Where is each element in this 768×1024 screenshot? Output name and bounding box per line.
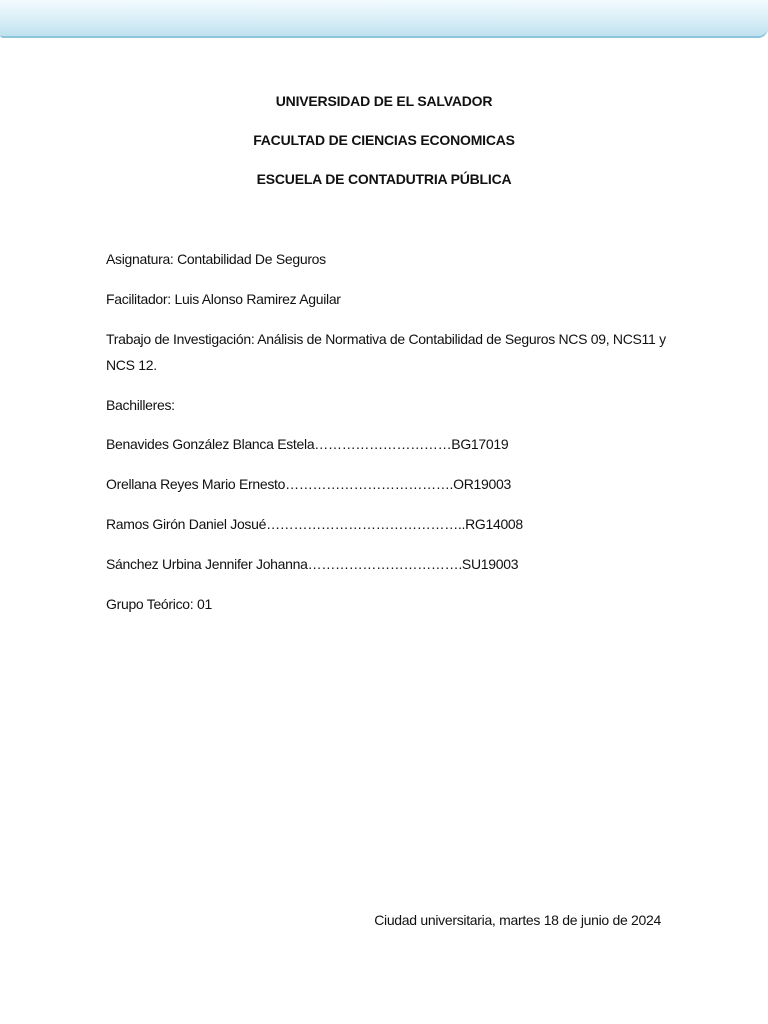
- students-label: Bachilleres:: [106, 397, 175, 413]
- place-date-line: Ciudad universitaria, martes 18 de junio de 2024: [374, 912, 661, 928]
- facilitator-line: Facilitador: Luis Alonso Ramirez Aguilar: [106, 291, 341, 307]
- student-line: Ramos Girón Daniel Josué……………………………………..RG14008: [106, 516, 523, 532]
- header-band: [0, 0, 768, 38]
- school-title: ESCUELA DE CONTADUTRIA PÚBLICA: [256, 171, 512, 187]
- student-line: Benavides González Blanca Estela…………………………BG17019: [106, 436, 509, 452]
- subject-line: Asignatura: Contabilidad De Seguros: [106, 251, 326, 267]
- group-line: Grupo Teórico: 01: [106, 596, 212, 612]
- faculty-title: FACULTAD DE CIENCIAS ECONOMICAS: [253, 132, 515, 148]
- university-title: UNIVERSIDAD DE EL SALVADOR: [275, 93, 493, 109]
- student-line: Orellana Reyes Mario Ernesto……………………………….OR19003: [106, 476, 511, 492]
- work-title-line: Trabajo de Investigación: Análisis de Normativa de Contabilidad de Seguros NCS 09, NCS11 y NCS 12.: [106, 331, 666, 373]
- student-line: Sánchez Urbina Jennifer Johanna…………………………….SU19003: [106, 556, 519, 572]
